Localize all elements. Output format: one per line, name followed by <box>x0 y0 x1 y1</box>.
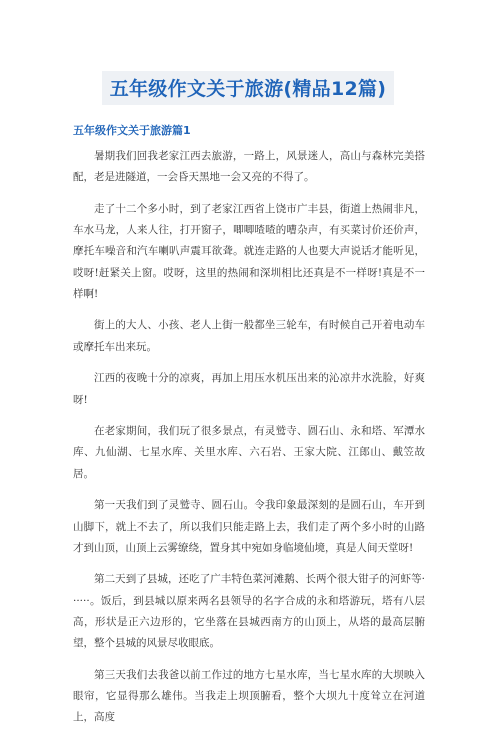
paragraph: 第三天我们去我爸以前工作过的地方七星水库，当七星水库的大坝映入眼帘，它显得那么雄伟。当我走上坝顶腑看，整个大坝九十度耸立在河道上，高度 <box>73 668 425 724</box>
paragraph: 第一天我们到了灵鹫寺、圆石山。令我印象最深刻的是圆石山，车开到山脚下，就上不去了，所以我们只能走路上去，我们走了两个多小时的山路才到山顶，山顶上云雾缭绕，置身其中宛如身临境仙境，真是人间天堂呀! <box>73 499 425 554</box>
section-heading: 五年级作文关于旅游篇1 <box>73 124 191 137</box>
paragraph: 第二天到了县城，还吃了广丰特色菜河滩鹅、长两个很大钳子的河虾等······。饭后，到县城以原来两名县领导的名字合成的永和塔游玩，塔有八层高，形状是正六边形的，它坐落在县城西南方的山顶上，从塔的最高层腑望，整个县城的风景尽收眼底。 <box>73 573 425 650</box>
paragraph: 街上的大人、小孩、老人上街一般都坐三轮车，有时候自己开着电动车或摩托车出来玩。 <box>73 319 425 353</box>
document-title: 五年级作文关于旅游(精品12篇) <box>102 71 395 105</box>
paragraph: 江西的夜晚十分的凉爽，再加上用压水机压出来的沁凉井水洗脸，好爽呀! <box>73 372 425 406</box>
paragraph: 在老家期间，我们玩了很多景点，有灵鹫寺、圆石山、永和塔、军潭水库、九仙湖、七星水库、关里水库、六石岩、王家大院、江郎山、戴笠故居。 <box>73 425 425 480</box>
title-container <box>0 71 496 105</box>
paragraph: 走了十二个多小时，到了老家江西省上饶市广丰县，街道上热闹非凡，车水马龙，人来人往，打开窗子，唧唧喳喳的嘈杂声，有买菜讨价还价声，摩托车噪音和汽车喇叭声震耳欲聋。就连走路的人也要大声说话才能听见，哎呀!赶紧关上窗。哎呀，这里的热闹和深圳相比还真是不一样呀!真是不一样啊! <box>73 202 425 300</box>
article-body <box>73 146 425 739</box>
paragraph: 暑期我们回我老家江西去旅游，一路上，风景迷人，高山与森林完美搭配，老是进隧道，一会昏天黑地一会又亮的不得了。 <box>73 150 425 184</box>
